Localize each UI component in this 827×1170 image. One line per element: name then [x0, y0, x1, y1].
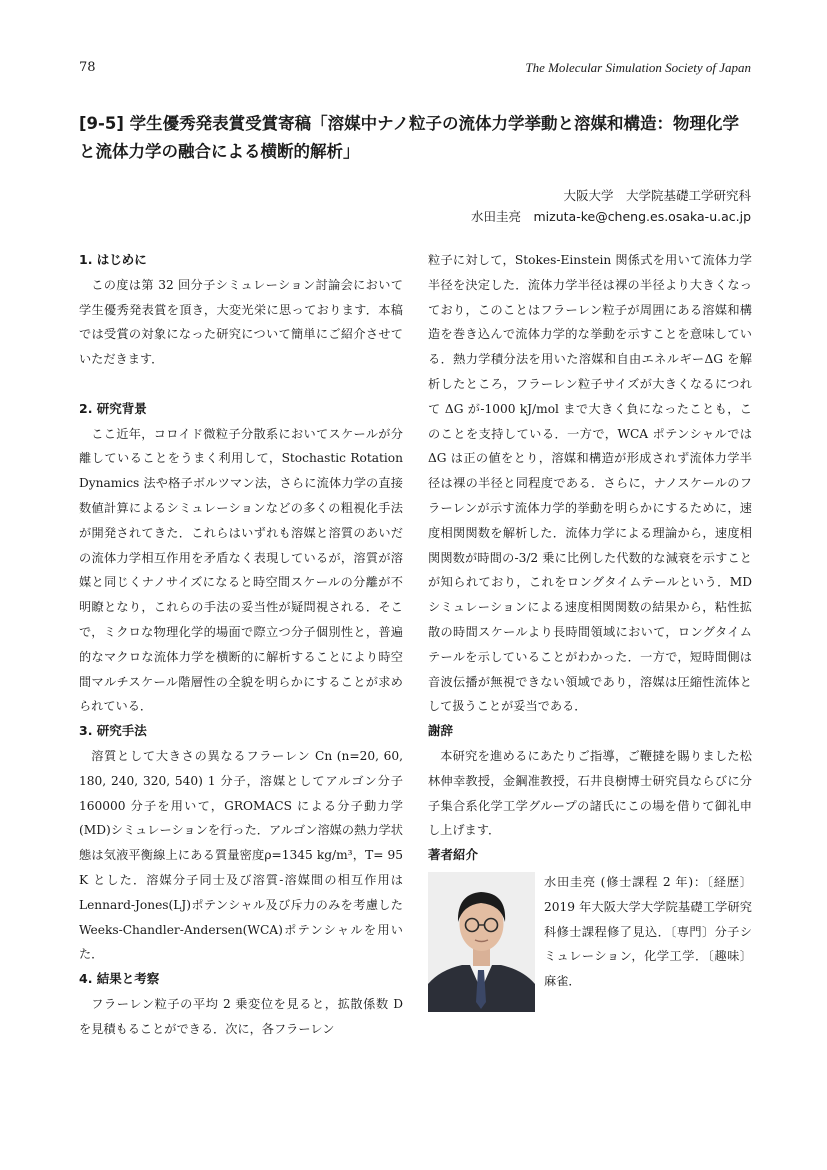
method-paragraph: 溶質として大きさの異なるフラーレン Cn (n=20, 60, 180, 240, 320, 540) 1 分子，溶媒としてアルゴン分子 160000 分子を用いて，GROMACS による分子動力学(MD)シミュレーションを行った．アルゴン溶媒の熱力学状態は気液平衡線上にある質量密度ρ=1345 kg/m³，T= 95 K とした．溶媒分子同士及び溶質-溶媒間の相互作用は Lennard-Jones(LJ)ポテンシャル及び斥力のみを考慮した Weeks-Chandler-Andersen(WCA)ポテンシャルを用いた．: [79, 748, 403, 962]
results-paragraph-continued: 粒子に対して，Stokes-Einstein 関係式を用いて流体力学半径を決定した．流体力学半径は裸の半径より大きくなっており，このことはフラーレン粒子が周囲にある溶媒和構造を巻き込んで流体力学的な挙動を示すことを意味している．熱力学積分法を用いた溶媒和自由エネルギーΔG を解析したところ，フラーレン粒子サイズが大きくなるにつれて ΔG が-1000 kJ/mol まで大きく負になったことも，このことを支持している．一方で，WCA ポテンシャルでは ΔG は正の値をとり，溶媒和構造が形成されず流体力学半径は裸の半径と同程度である．さらに，ナノスケールのフラーレンが示す流体力学的挙動を明らかにするために，速度相関関数を解析した．流体力学による理論から，速度相関関数が時間の-3/2 乗に比例した代数的な減衰を示すことが知られており，これをロングタイムテールという．MD シミュレーションによる速度相関関数の結果から，粘性拡散の時間スケールより長時間領域において，ロングタイムテールを示していることがわかった．一方で，短時間側は音波伝播が無視できない領域であり，溶媒は圧縮性流体として扱うことが妥当である．: [428, 253, 752, 714]
journal-name: The Molecular Simulation Society of Japan: [525, 60, 751, 75]
ack-paragraph: 本研究を進めるにあたりご指導，ご鞭撻を賜りました松林伸幸教授，金鋼准教授，石井良樹博士研究員ならびに分子集合系化学工学グループの諸氏にこの場を借りて御礼申し上げます．: [428, 748, 752, 838]
section-heading-background: 2. 研究背景: [79, 400, 147, 416]
author-block: [471, 185, 751, 227]
page-number: 78: [79, 60, 96, 75]
left-column: [79, 248, 403, 1042]
section-heading-results: 4. 結果と考察: [79, 971, 160, 987]
author-affiliation: 大阪大学 大学院基礎工学研究科: [563, 188, 751, 203]
section-heading-profile: 著者紹介: [428, 847, 479, 863]
section-heading-method: 3. 研究手法: [79, 723, 147, 739]
background-paragraph: ここ近年，コロイド微粒子分散系においてスケールが分離していることをうまく利用して，Stochastic Rotation Dynamics 法や格子ボルツマン法，さらに流体力学の直接数値計算によるシミュレーションなどの多くの粗視化手法が開発されてきた．これらはいずれも溶媒と溶質のあいだの流体力学相互作用を矛盾なく表現しているが，溶質が溶媒と同じくナノサイズになると時空間スケールの分離が不明瞭となり，これらの手法の妥当性が疑問視される．そこで，ミクロな物理化学的場面で際立つ分子個別性と，普遍的なマクロな流体力学を横断的に解析することにより時空間マルチスケール階層性の全貌を明らかにすることが求められている．: [79, 426, 403, 714]
article-title: [9-5] 学生優秀発表賞受賞寄稿「溶媒中ナノ粒子の流体力学挙動と溶媒和構造：物理化学と流体力学の融合による横断的解析」: [79, 114, 739, 161]
profile-text: 水田圭亮 (修士課程 2 年)：〔経歴〕2019 年大阪大学大学院基礎工学研究科修士課程修了見込．〔専門〕分子シミュレーション，化学工学．〔趣味〕麻雀．: [544, 874, 752, 989]
section-heading-intro: 1. はじめに: [79, 252, 147, 267]
section-heading-ack: 謝辞: [428, 723, 454, 739]
results-paragraph-start: フラーレン粒子の平均 2 乗変位を見ると，拡散係数 D を見積もることができる．次に，各フラーレン: [79, 996, 403, 1036]
author-photo: [428, 872, 535, 1012]
intro-paragraph: この度は第 32 回分子シミュレーション討論会において学生優秀発表賞を頂き，大変光栄に思っております．本稿では受賞の対象になった研究について簡単にご紹介させていただきます．: [79, 277, 403, 367]
author-profile: [428, 870, 752, 1012]
author-name-email: 水田圭亮 mizuta-ke@cheng.es.osaka-u.ac.jp: [471, 209, 751, 224]
right-column: [428, 248, 752, 1012]
